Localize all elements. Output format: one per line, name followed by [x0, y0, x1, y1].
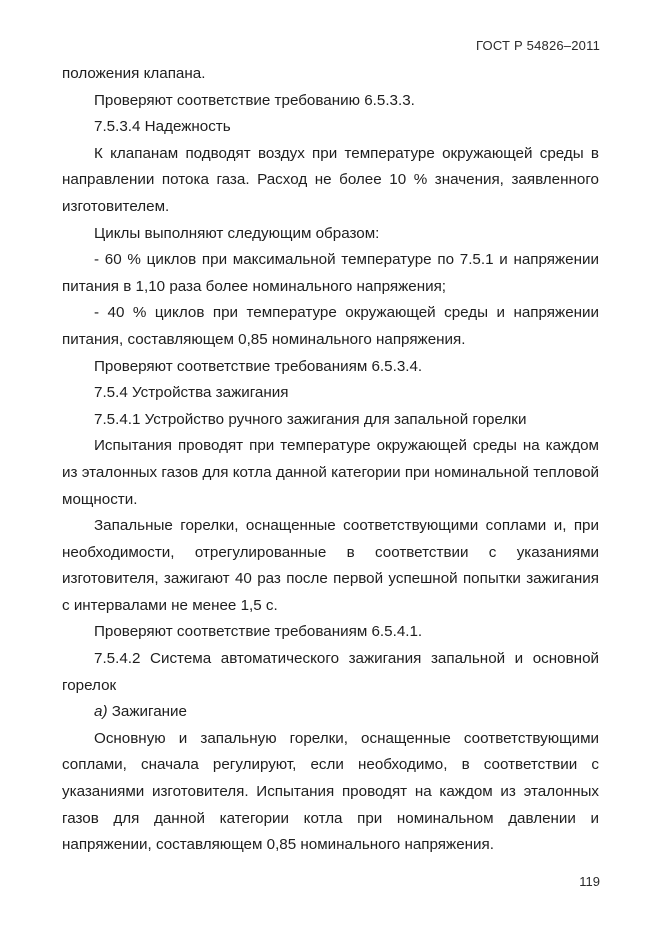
paragraph-burner-adjustment: Основную и запальную горелки, оснащенные соответствующими соплами, сначала регулируют, если необходимо, в соответствии с указаниями изготовителя. Испытания проводят на каждом из эталонных газов для данной категории котла при номинальном давлении и напряжении, составляющем 0,85 номинального напряжения. — [62, 729, 599, 854]
paragraph-test-conditions: Испытания проводят при температуре окружающей среды на каждом из эталонных газов для котла данной категории при номинальной тепловой мощности. — [62, 437, 599, 508]
paragraph-pilot-burners: Запальные горелки, оснащенные соответствующими соплами и, при необходимости, отрегулированные в соответствии с указаниями изготовителя, зажигают 40 раз после первой успешной попытки зажигания с интервалами не менее 1,5 с. — [62, 517, 599, 614]
section-heading-ignition-devices: 7.5.4 Устройства зажигания — [94, 384, 289, 402]
paragraph-compliance-check: Проверяют соответствие требованиям 6.5.3.4. — [94, 357, 423, 375]
paragraph-cycles-intro: Циклы выполняют следующим образом: — [94, 224, 380, 242]
document-body — [62, 61, 599, 859]
page-number: 119 — [579, 874, 600, 889]
section-heading-manual-ignition: 7.5.4.1 Устройство ручного зажигания для запальной горелки — [94, 410, 527, 428]
list-item-cycles-max-temp: - 60 % циклов при максимальной температуре по 7.5.1 и напряжении питания в 1,10 раза более номинального напряжения; — [62, 251, 599, 295]
standard-code-header: ГОСТ Р 54826–2011 — [476, 38, 600, 53]
paragraph-compliance-check: Проверяют соответствие требованию 6.5.3.3. — [94, 91, 415, 109]
item-marker: а) — [94, 703, 108, 721]
list-item-cycles-ambient: - 40 % циклов при температуре окружающей среды и напряжении питания, составляющем 0,85 номинального напряжения. — [62, 304, 599, 348]
section-heading-automatic-ignition: 7.5.4.2 Система автоматического зажигания запальной и основной горелок — [62, 650, 599, 694]
section-heading-reliability: 7.5.3.4 Надежность — [94, 118, 231, 136]
paragraph-compliance-check: Проверяют соответствие требованиям 6.5.4.1. — [94, 623, 423, 641]
paragraph-continuation: положения клапана. — [62, 65, 206, 82]
subsection-title: Зажигание — [111, 703, 187, 721]
subsection-heading-ignition — [62, 699, 599, 726]
paragraph-air-supply: К клапанам подводят воздух при температуре окружающей среды в направлении потока газа. Расход не более 10 % значения, заявленного изготовителем. — [62, 144, 599, 215]
